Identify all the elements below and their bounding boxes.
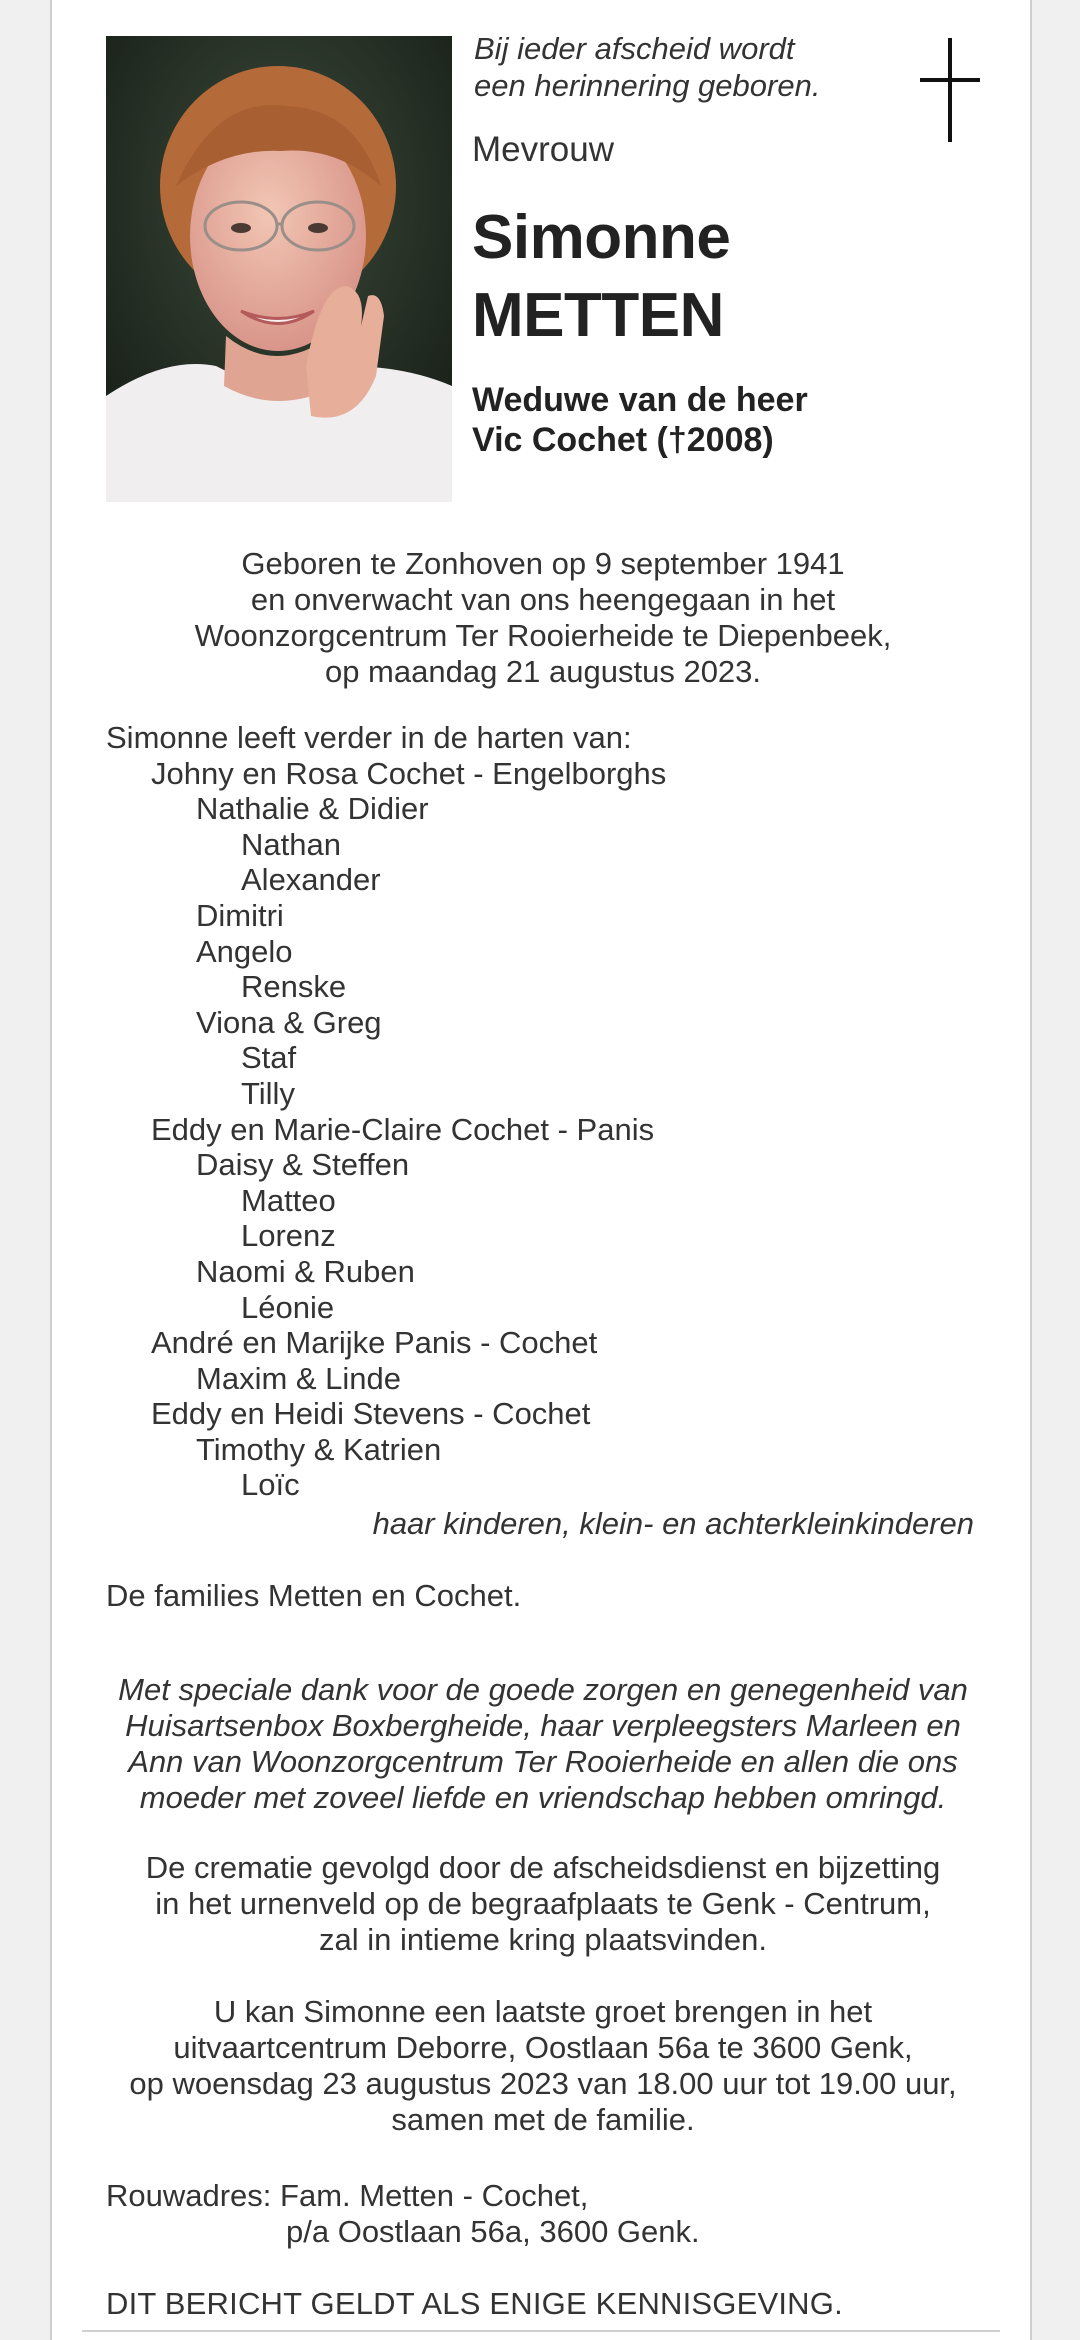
list-item: Eddy en Marie-Claire Cochet - Panis — [151, 1111, 655, 1147]
list-item: Maxim & Linde — [196, 1360, 402, 1396]
list-item: Nathan — [241, 826, 341, 862]
list-item: Matteo — [241, 1182, 336, 1218]
quote-line: Bij ieder afscheid wordt — [474, 31, 795, 66]
cremation-text — [52, 1850, 1034, 1958]
birth-death-text — [52, 546, 1034, 690]
text-line: zal in intieme kring plaatsvinden. — [318, 1922, 768, 1957]
family-list — [106, 720, 1006, 1503]
text-line: samen met de familie. — [391, 2102, 695, 2137]
text-line: en onverwacht van ons heengegaan in het — [250, 582, 836, 617]
list-item: Nathalie & Didier — [196, 791, 429, 827]
list-item: Simonne leeft verder in de harten van: — [106, 720, 632, 755]
mourning-address: Rouwadres: Fam. Metten - Cochet, — [106, 2178, 589, 2213]
notice-line: DIT BERICHT GELDT ALS ENIGE KENNISGEVING. — [106, 2286, 843, 2321]
text-line: Huisartsenbox Boxbergheide, haar verpleegsters Marleen en — [125, 1708, 961, 1743]
list-item: Eddy en Heidi Stevens - Cochet — [151, 1396, 591, 1432]
list-item: André en Marijke Panis - Cochet — [151, 1325, 598, 1361]
list-item: Alexander — [241, 862, 381, 898]
families-line: De families Metten en Cochet. — [106, 1578, 522, 1613]
text-line: De crematie gevolgd door de afscheidsdienst en bijzetting — [145, 1850, 941, 1885]
text-line: in het urnenveld op de begraafplaats te Genk - Centrum, — [155, 1886, 931, 1921]
quote-line: een herinnering geboren. — [474, 68, 821, 103]
list-item: Timothy & Katrien — [196, 1431, 442, 1467]
honorific: Mevrouw — [472, 130, 614, 169]
text-line: moeder met zoveel liefde en vriendschap hebben omringd. — [139, 1780, 947, 1815]
text-line: op woensdag 23 augustus 2023 van 18.00 uur tot 19.00 uur, — [129, 2066, 957, 2101]
list-item: Angelo — [196, 933, 293, 969]
list-item: Johny en Rosa Cochet - Engelborghs — [151, 755, 667, 791]
first-name: Simonne — [472, 203, 731, 272]
list-item: Tilly — [241, 1075, 295, 1111]
list-item: Naomi & Ruben — [196, 1253, 415, 1289]
list-item: Loïc — [241, 1467, 300, 1503]
text-line: Woonzorgcentrum Ter Rooierheide te Diepenbeek, — [194, 618, 892, 653]
text-line: op maandag 21 augustus 2023. — [324, 654, 762, 689]
divider — [82, 2330, 1000, 2332]
list-item: Staf — [241, 1040, 297, 1076]
opening-quote — [474, 30, 894, 104]
text-line: Geboren te Zonhoven op 9 september 1941 — [241, 546, 845, 581]
text-line: uitvaartcentrum Deborre, Oostlaan 56a te 3600 Genk, — [173, 2030, 913, 2065]
text-line: U kan Simonne een laatste groet brengen in het — [213, 1994, 873, 2029]
relation-caption: haar kinderen, klein- en achterkleinkinderen — [372, 1506, 974, 1541]
portrait-photo — [106, 36, 452, 502]
cross-icon — [920, 38, 980, 142]
list-item: Renske — [241, 969, 347, 1005]
thanks-text — [52, 1672, 1034, 1816]
obituary-card — [50, 0, 1032, 2340]
list-item: Lorenz — [241, 1218, 336, 1254]
widow-of — [472, 380, 912, 460]
text-line: Met speciale dank voor de goede zorgen en genegenheid van — [118, 1672, 968, 1707]
list-item: Viona & Greg — [196, 1004, 382, 1040]
widow-line: Vic Cochet (†2008) — [472, 421, 774, 459]
visit-text — [52, 1994, 1034, 2138]
text-line: Ann van Woonzorgcentrum Ter Rooierheide en allen die ons — [128, 1744, 958, 1779]
list-item: Daisy & Steffen — [196, 1147, 410, 1183]
last-name: METTEN — [472, 281, 724, 350]
mourning-address-street: p/a Oostlaan 56a, 3600 Genk. — [286, 2214, 700, 2249]
list-item: Léonie — [241, 1289, 335, 1325]
list-item: Dimitri — [196, 897, 284, 933]
widow-line: Weduwe van de heer — [472, 381, 808, 419]
